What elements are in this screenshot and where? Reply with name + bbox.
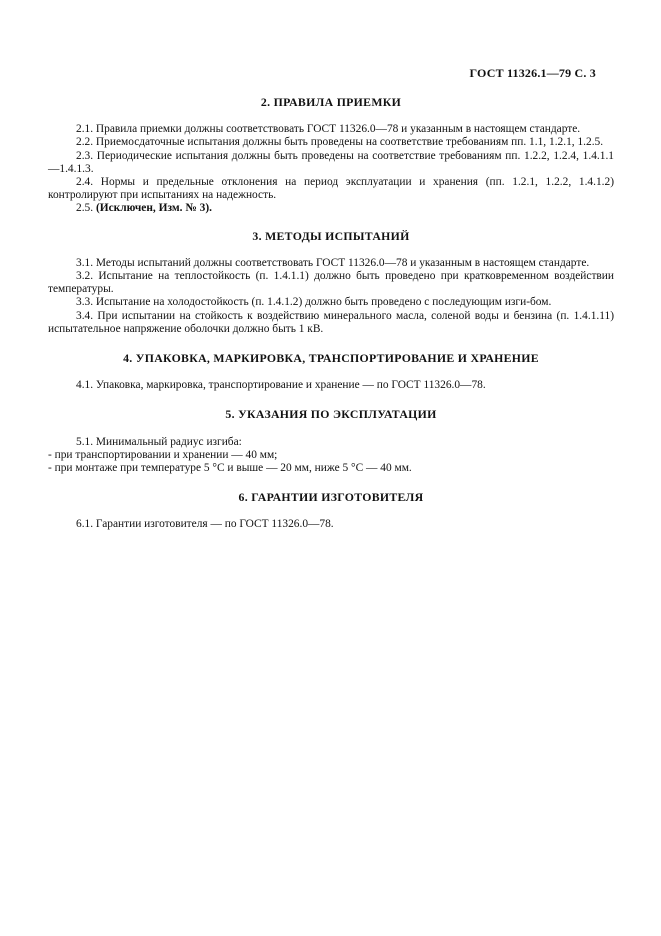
paragraph-number: 2.5. [76, 202, 94, 215]
section-title: 2. ПРАВИЛА ПРИЕМКИ [260, 95, 402, 109]
paragraph: 3.1. Методы испытаний должны соответствовать ГОСТ 11326.0—78 и указанным в настоящем стандарте. [76, 256, 590, 269]
paragraph: 3.4. При испытании на стойкость к воздействию минерального масла, соленой воды и бензина (п. 1.4.1.11) испытательное напряжение оболочки должно быть 1 кВ. [48, 309, 614, 335]
section-test-methods [48, 230, 614, 336]
list-item: - при транспортировании и хранении — 40 мм; [48, 448, 278, 461]
paragraph-excluded [48, 202, 614, 215]
paragraph: 2.1. Правила приемки должны соответствовать ГОСТ 11326.0—78 и указанным в настоящем стандарте. [76, 123, 581, 136]
section-title: 3. МЕТОДЫ ИСПЫТАНИЙ [252, 228, 410, 243]
running-header: ГОСТ 11326.1—79 С. 3 [469, 66, 596, 80]
section-acceptance-rules [48, 96, 614, 216]
paragraph: 5.1. Минимальный радиус изгиба: [76, 435, 242, 448]
list-item: - при монтаже при температуре 5 °С и выше — 20 мм, ниже 5 °С — 40 мм. [48, 462, 412, 475]
paragraph: 2.4. Нормы и предельные отклонения на период эксплуатации и хранения (пп. 1.2.1, 1.2.2, 1.4.1.2) контролируют при испытаниях на надежность. [48, 176, 614, 202]
section-operation [48, 408, 614, 475]
excluded-note: (Исключен, Изм. № 3). [95, 202, 212, 215]
paragraph: 2.3. Периодические испытания должны быть проведены на соответствие требованиям пп. 1.2.2, 1.2.4, 1.4.1.1—1.4.1.3. [48, 149, 614, 175]
paragraph: 6.1. Гарантии изготовителя — по ГОСТ 11326.0—78. [76, 518, 334, 531]
paragraph: 2.2. Приемосдаточные испытания должны быть проведены на соответствие требованиям пп. 1.1, 1.2.1, 1.2.5. [76, 136, 604, 149]
section-title: 4. УПАКОВКА, МАРКИРОВКА, ТРАНСПОРТИРОВАНИЕ И ХРАНЕНИЕ [123, 351, 539, 366]
section-title: 6. ГАРАНТИИ ИЗГОТОВИТЕЛЯ [238, 490, 424, 505]
paragraph: 3.2. Испытание на теплостойкость (п. 1.4.1.1) должно быть проведено при кратковременном воздействии температуры. [48, 270, 614, 296]
paragraph: 3.3. Испытание на холодостойкость (п. 1.4.1.2) должно быть проведено с последующим изги-бом. [76, 296, 552, 309]
section-packaging [48, 352, 614, 392]
section-warranty [48, 491, 614, 531]
section-title: 5. УКАЗАНИЯ ПО ЭКСПЛУАТАЦИИ [225, 407, 437, 422]
document-body [48, 96, 614, 532]
paragraph: 4.1. Упаковка, маркировка, транспортирование и хранение — по ГОСТ 11326.0—78. [76, 379, 486, 392]
